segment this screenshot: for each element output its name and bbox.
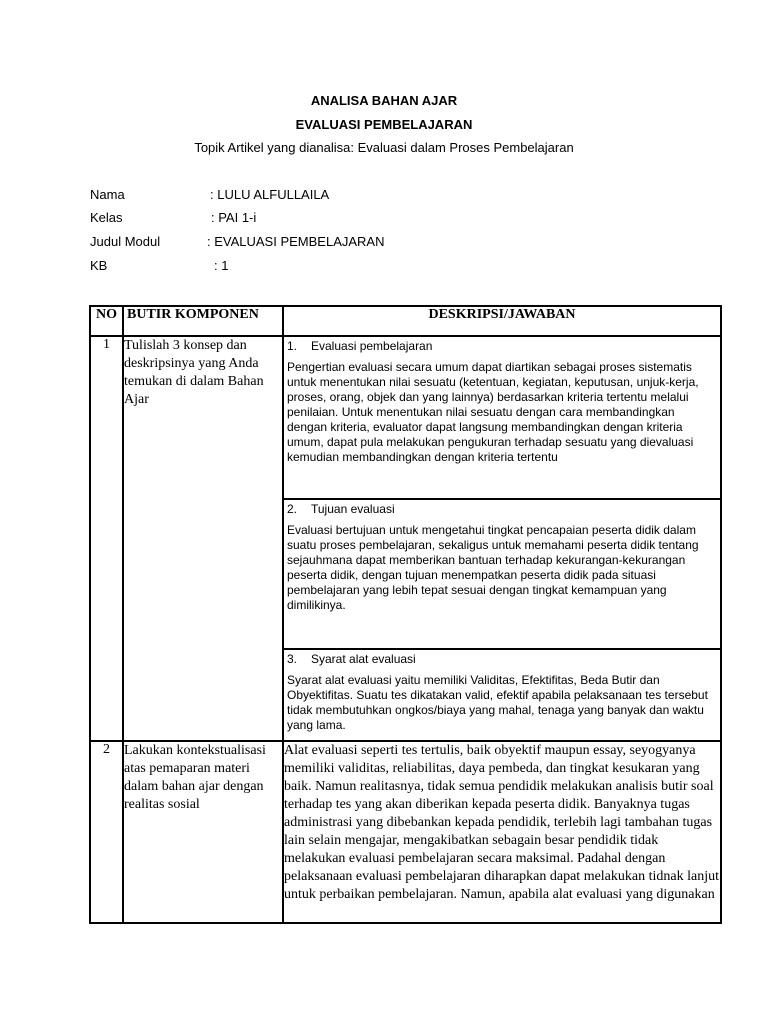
concept-heading	[287, 652, 717, 667]
concept-number: 1.	[287, 339, 298, 353]
concept-title: Tujuan evaluasi	[311, 502, 395, 516]
header-no: NO	[90, 306, 123, 336]
concept-heading	[287, 502, 717, 517]
row-description: Alat evaluasi seperti tes tertulis, baik obyektif maupun essay, seyogyanya memiliki validitas, reliabilitas, daya pembeda, dan tingkat kesukaran yang baik. Namun realitasnya, tidak semua pendidik melakukan analisis butir soal terhadap tes yang akan diberikan kepada peserta didik. Banyaknya tugas administrasi yang dibebankan kepada pendidik, terlebih lagi tambahan tugas lain selain mengajar, mengakibatkan sebagain besar pendidik tidak melakukan evaluasi pembelajaran secara maksimal. Padahal dengan pelaksanaan evaluasi pembelajaran diharapkan dapat melakukan tidnak lanjut untuk perbaikan pembelajaran. Namun, apabila alat evaluasi yang digunakan	[283, 741, 721, 923]
concept-text: Syarat alat evaluasi yaitu memiliki Validitas, Efektifitas, Beda Butir dan Obyektifitas. Suatu tes dikatakan valid, efektif apabila pelaksanaan tes tersebut tidak membutuhkan ongkos/biaya yang mahal, tenaga yang banyak dan waktu yang lama.	[287, 673, 708, 732]
info-value: : EVALUASI PEMBELAJARAN	[207, 234, 385, 249]
analysis-table	[89, 305, 722, 924]
concept-title: Syarat alat evaluasi	[311, 652, 416, 666]
concept-number: 2.	[287, 502, 298, 516]
table-row	[90, 741, 721, 923]
document-title: ANALISA BAHAN AJAR	[310, 93, 458, 108]
concept-item	[284, 650, 720, 740]
concept-item	[284, 500, 720, 650]
row-description	[283, 336, 721, 741]
info-value: : PAI 1-i	[211, 210, 257, 225]
concept-item	[284, 337, 720, 500]
table-header-row	[90, 306, 721, 336]
row-number: 2	[90, 741, 123, 923]
info-label: Kelas	[90, 210, 123, 225]
table-row	[90, 336, 721, 741]
document-subtitle: EVALUASI PEMBELAJARAN	[295, 117, 473, 132]
header-component: BUTIR KOMPONEN	[123, 306, 283, 336]
info-value: : LULU ALFULLAILA	[210, 187, 330, 202]
row-component: Lakukan kontekstualisasi atas pemaparan materi dalam bahan ajar dengan realitas sosial	[123, 741, 283, 923]
topic-line: Topik Artikel yang dianalisa: Evaluasi dalam Proses Pembelajaran	[194, 140, 574, 155]
header-description: DESKRIPSI/JAWABAN	[283, 306, 721, 336]
row-component: Tulislah 3 konsep dan deskripsinya yang Anda temukan di dalam Bahan Ajar	[123, 336, 283, 741]
info-label: KB	[90, 258, 108, 273]
concept-text: Evaluasi bertujuan untuk mengetahui tingkat pencapaian peserta didik dalam suatu proses pembelajaran, sekaligus untuk memahami peserta didik tentang sejauhmana dapat memberikan bantuan terhadap kekurangan-kekurangan peserta didik, dengan tujuan menempatkan peserta didik pada situasi pembelajaran yang lebih tepat sesuai dengan tingkat kemampuan yang dimilikinya.	[287, 523, 699, 612]
concept-text: Pengertian evaluasi secara umum dapat diartikan sebagai proses sistematis untuk menentukan nilai sesuatu (ketentuan, kegiatan, keputusan, unjuk-kerja, proses, orang, objek dan yang lainnya) berdasarkan kriteria tertentu melalui penilaian. Untuk menentukan nilai sesuatu dengan cara membandingkan dengan kriteria, evaluator dapat langsung membandingkan dengan kriteria umum, dapat pula melakukan pengukuran terhadap sesuatu yang dievaluasi kemudian membandingkan dengan kriteria tertentu	[287, 360, 699, 464]
concept-heading	[287, 339, 717, 354]
concept-title: Evaluasi pembelajaran	[311, 339, 433, 353]
info-label: Judul Modul	[90, 234, 161, 249]
concept-number: 3.	[287, 652, 298, 666]
row-number: 1	[90, 336, 123, 741]
info-value: : 1	[214, 258, 229, 273]
info-label: Nama	[90, 187, 125, 202]
